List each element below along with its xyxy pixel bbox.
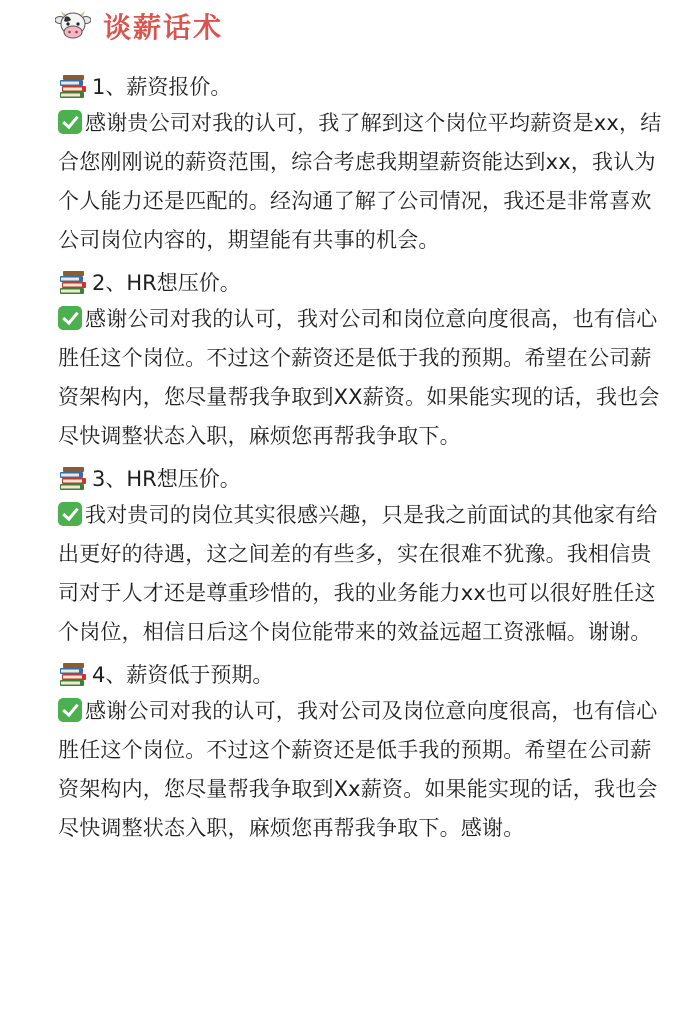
page-title: 谈薪话术	[103, 11, 224, 44]
section-heading	[58, 266, 668, 300]
content	[58, 70, 668, 854]
section-heading	[58, 658, 668, 692]
check-mark-icon	[58, 110, 82, 134]
check-mark-icon	[58, 306, 82, 330]
section-body	[58, 104, 668, 260]
check-mark-icon	[58, 698, 82, 722]
section-body-text: 感谢公司对我的认可，我对公司和岗位意向度很高，也有信心胜任这个岗位。不过这个薪资还是低于我的预期。希望在公司薪资架构内，您尽量帮我争取到XX薪资。如果能实现的话，我也会尽快调整状态入职，麻烦您再帮我争取下。	[58, 307, 660, 448]
section-body	[58, 496, 668, 652]
section-heading	[58, 70, 668, 104]
section-heading-text: 1、薪资报价。	[92, 75, 232, 99]
books-icon	[58, 270, 88, 296]
section-body-text: 感谢贵公司对我的认可，我了解到这个岗位平均薪资是xx，结合您刚刚说的薪资范围，综合考虑我期望薪资能达到xx，我认为个人能力还是匹配的。经沟通了解了公司情况，我还是非常喜欢公司岗位内容的，期望能有共事的机会。	[58, 111, 662, 252]
cow-face-icon	[55, 11, 91, 41]
books-icon	[58, 74, 88, 100]
books-icon	[58, 662, 88, 688]
section-body	[58, 300, 668, 456]
books-icon	[58, 466, 88, 492]
section-body-text: 感谢公司对我的认可，我对公司及岗位意向度很高，也有信心胜任这个岗位。不过这个薪资还是低手我的预期。希望在公司薪资架构内，您尽量帮我争取到Xx薪资。如果能实现的话，我也会尽快调整状态入职，麻烦您再帮我争取下。感谢。	[58, 699, 658, 840]
section	[58, 70, 668, 260]
section	[58, 266, 668, 456]
check-mark-icon	[58, 502, 82, 526]
section-heading-text: 4、薪资低于预期。	[92, 663, 274, 687]
title-row	[55, 4, 223, 48]
section	[58, 462, 668, 652]
section	[58, 658, 668, 848]
section-heading-text: 2、HR想压价。	[92, 271, 241, 295]
section-heading-text: 3、HR想压价。	[92, 467, 241, 491]
section-heading	[58, 462, 668, 496]
section-body-text: 我对贵司的岗位其实很感兴趣，只是我之前面试的其他家有给出更好的待遇，这之间差的有些多，实在很难不犹豫。我相信贵司对于人才还是尊重珍惜的，我的业务能力xx也可以很好胜任这个岗位，相信日后这个岗位能带来的效益远超工资涨幅。谢谢。	[58, 503, 658, 644]
section-body	[58, 692, 668, 848]
